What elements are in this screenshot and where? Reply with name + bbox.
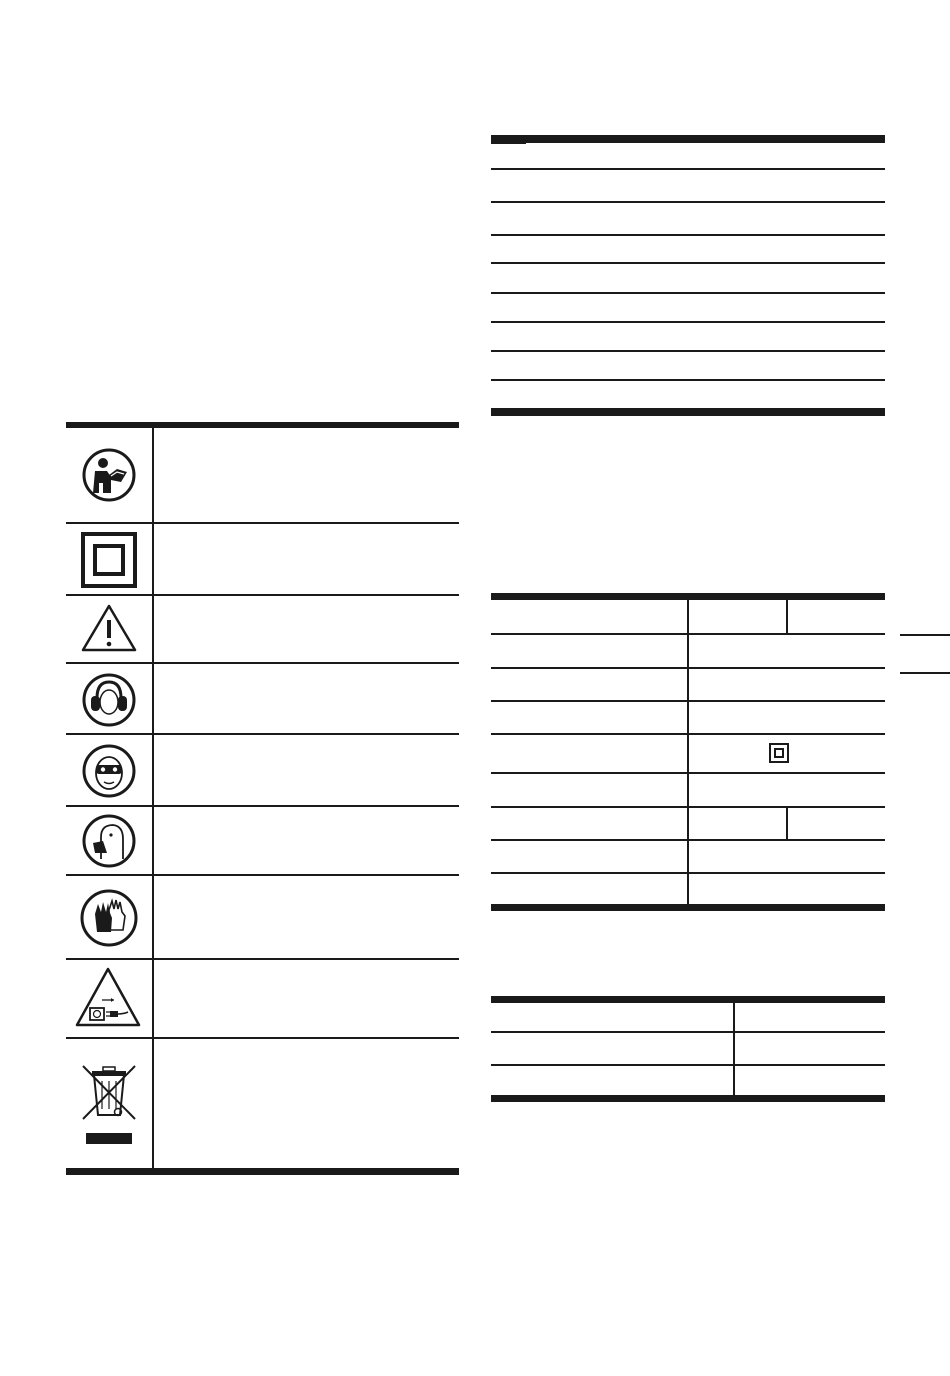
double-insulation-icon [81, 532, 137, 588]
double-insulation-icon [769, 743, 789, 763]
table-row-rule [66, 522, 459, 524]
table-row-rule [66, 874, 459, 876]
table-top-rule [491, 593, 885, 600]
table-top-rule [491, 135, 885, 143]
table-row-rule [491, 806, 885, 808]
table-row-rule [491, 292, 885, 294]
thumb-tab-top-rule [900, 634, 950, 636]
table-bottom-rule [491, 1095, 885, 1102]
table-top-rule [66, 422, 459, 428]
table-row-rule [491, 839, 885, 841]
warning-triangle-icon [80, 603, 138, 653]
weee-crossed-bin-icon [80, 1063, 138, 1147]
noise-table [491, 996, 885, 1103]
dust-mask-icon [81, 813, 137, 869]
table-row-rule [66, 662, 459, 664]
table-row-rule [491, 234, 885, 236]
table-row-rule [491, 772, 885, 774]
table-row-rule [66, 805, 459, 807]
table-bottom-rule [66, 1168, 459, 1175]
table-row-rule [491, 700, 885, 702]
table-bottom-rule [491, 904, 885, 911]
table-subcolumn-divider [786, 807, 788, 840]
table-top-rule [491, 996, 885, 1003]
table-row-rule [491, 872, 885, 874]
table-row-rule [66, 958, 459, 960]
table-column-divider [733, 1003, 735, 1096]
table-row-rule [491, 1031, 885, 1033]
table-column-divider [152, 428, 154, 1168]
specs-table [491, 593, 885, 911]
protective-gloves-icon [79, 888, 139, 948]
table-row-rule [491, 321, 885, 323]
table-row-rule [66, 733, 459, 735]
table-bottom-rule [491, 408, 885, 416]
table-subcolumn-divider [786, 600, 788, 633]
eye-protection-icon [81, 743, 137, 799]
table-row-rule [491, 379, 885, 381]
table-index-column-marker [491, 143, 526, 144]
parts-table [491, 135, 885, 416]
table-row-rule [491, 168, 885, 170]
table-row-rule [491, 1064, 885, 1066]
thumb-tab-bottom-rule [900, 672, 950, 674]
table-row-rule [491, 667, 885, 669]
table-row-rule [66, 594, 459, 596]
table-row-rule [491, 633, 885, 635]
table-row-rule [491, 201, 885, 203]
read-manual-icon [81, 447, 137, 503]
table-row-rule [491, 350, 885, 352]
table-column-divider [687, 600, 689, 904]
hearing-protection-icon [81, 672, 137, 728]
table-row-rule [66, 1037, 459, 1039]
table-row-rule [491, 733, 885, 735]
table-row-rule [491, 262, 885, 264]
unplug-before-service-icon [74, 966, 142, 1028]
